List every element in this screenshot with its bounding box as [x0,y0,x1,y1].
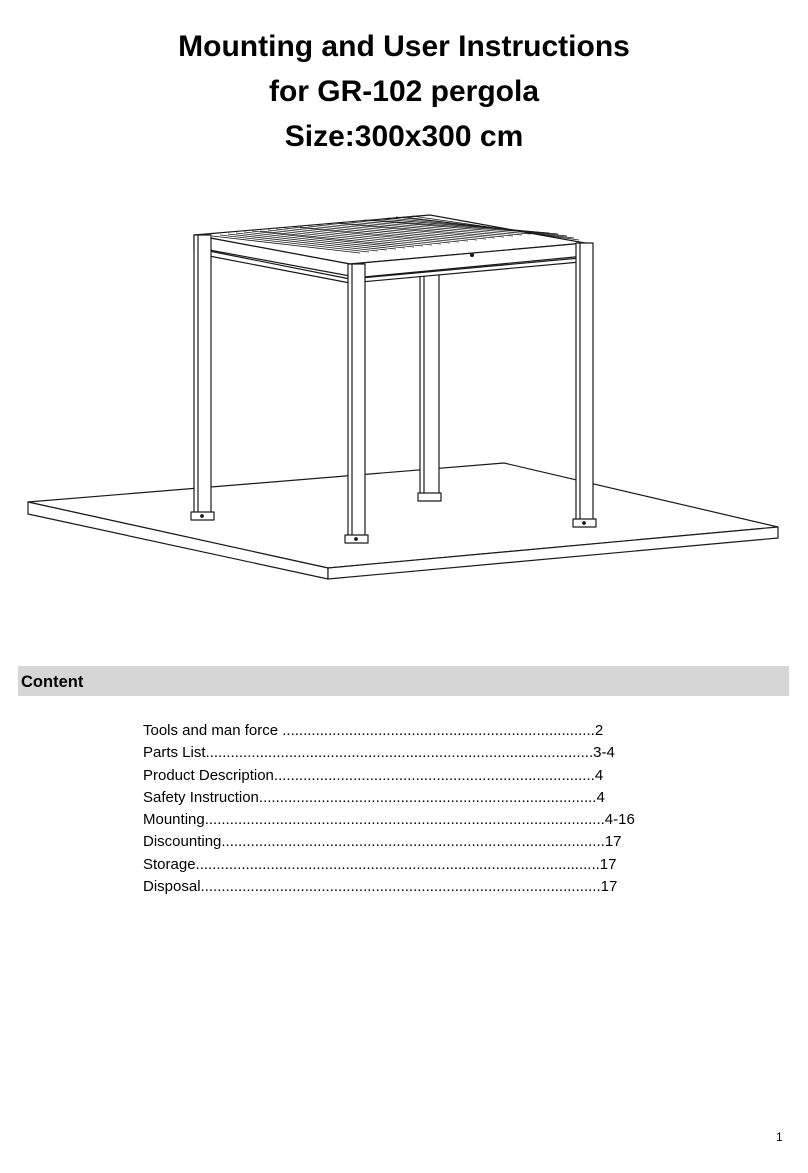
document-title [0,24,808,159]
toc-entry[interactable] [143,765,703,787]
toc-dots: ............................................................................................ [221,833,605,851]
toc-entry[interactable] [143,831,703,853]
toc-dots: ............................................................................. [273,766,595,784]
title-line-2: for GR-102 pergola [268,75,540,108]
toc-label: Safety Instruction [143,788,259,806]
toc-label: Disposal [143,878,201,896]
post-front-center [345,264,368,543]
toc-dots: ................................................................................................ [204,811,605,829]
post-back [418,271,441,501]
toc-dots: ........................................................................... [278,722,595,739]
content-heading: Content [21,673,84,691]
post-front-right [573,243,596,527]
toc-dots: ................................................................................. [258,788,597,806]
toc-entry[interactable] [143,854,703,876]
toc-label: Tools and man force [143,722,279,739]
pergola-drawing-icon [24,205,784,590]
toc-dots: ................................................................................................. [195,855,600,873]
roof [194,215,585,283]
post-front-left [191,235,214,520]
toc-entry[interactable] [143,720,703,742]
toc-page: 4 [596,788,605,806]
ground-slab [28,463,778,579]
toc-page: 4 [594,766,604,784]
toc-label: Parts List [143,744,206,762]
toc-label: Mounting [143,811,205,829]
title-line-1: Mounting and User Instructions [178,30,630,63]
toc-label: Product Description [143,766,274,784]
toc-entry[interactable] [143,742,703,764]
toc-page: 17 [599,855,617,873]
toc-label: Storage [143,855,196,873]
toc-page: 17 [600,878,618,896]
page-number: 1 [776,1130,783,1144]
title-line-3: Size:300x300 cm [284,120,524,153]
toc-page: 2 [594,722,604,739]
toc-label: Discounting [143,833,222,851]
toc-page: 4-16 [604,811,635,829]
toc-page: 17 [604,833,622,851]
content-section-header [18,666,789,696]
toc-entry[interactable] [143,876,703,898]
table-of-contents [143,720,703,898]
toc-dots: ............................................................................................. [205,744,594,762]
toc-entry[interactable] [143,809,703,831]
toc-entry[interactable] [143,787,703,809]
toc-dots: ................................................................................................ [200,878,601,896]
toc-page: 3-4 [593,744,615,762]
